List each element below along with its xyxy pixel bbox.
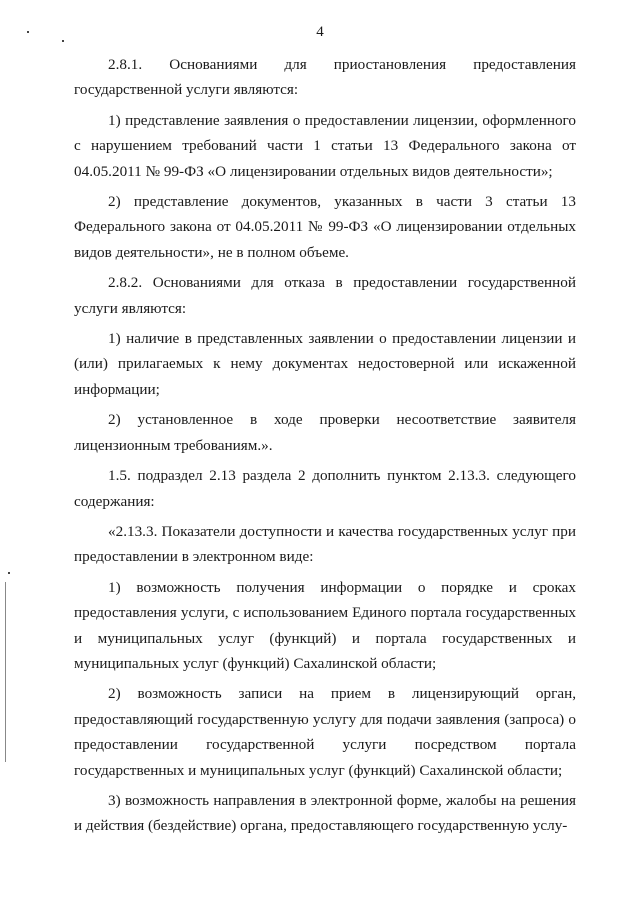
paragraph-list-item: 1) возможность получения информации о порядке и сроках предоставления услуги, с использованием Единого портала государственных и муниципальных услуг (функций) и портала государственных и муниципальных услуг (функций) Сахалинской области;	[74, 578, 576, 672]
paragraph-2-8-2: 2.8.2. Основаниями для отказа в предоставлении государственной услуги являются:	[74, 274, 576, 317]
paragraph-2-13-3: «2.13.3. Показатели доступности и качества государственных услуг при предоставлении в электронном виде:	[74, 522, 576, 566]
scan-artifact	[5, 582, 6, 762]
paragraph-2-8-1: 2.8.1. Основаниями для приостановления предоставления государственной услуги являются:	[74, 56, 576, 99]
page-number: 4	[316, 24, 324, 40]
paragraph-list-item: 3) возможность направления в электронной форме, жалобы на решения и действия (бездействие) органа, предоставляющего государственную услу-	[74, 791, 576, 835]
paragraph-list-item: 2) возможность записи на прием в лицензирующий орган, предоставляющий государственную услугу для подачи заявления (запроса) о предоставлении государственной услуги посредством портала государственных и муниципальных услуг (функций) Сахалинской области;	[74, 685, 576, 779]
paragraph-list-item: 1) наличие в представленных заявлении о предоставлении лицензии и (или) прилагаемых к нему документах недостоверной или искаженной информации;	[74, 330, 576, 398]
scan-artifact	[8, 572, 10, 574]
paragraph-1-5: 1.5. подраздел 2.13 раздела 2 дополнить пунктом 2.13.3. следующего содержания:	[74, 467, 576, 510]
document-body	[74, 52, 576, 844]
paragraph-list-item: 2) представление документов, указанных в части 3 статьи 13 Федерального закона от 04.05.2011 № 99-ФЗ «О лицензировании отдельных видов деятельности», не в полном объеме.	[74, 193, 576, 261]
paragraph-list-item: 2) установленное в ходе проверки несоответствие заявителя лицензионным требованиям.».	[74, 411, 576, 454]
paragraph-list-item: 1) представление заявления о предоставлении лицензии, оформленного с нарушением требований части 1 статьи 13 Федерального закона от 04.05.2011 № 99-ФЗ «О лицензировании отдельных видов деятельности»;	[74, 111, 576, 180]
